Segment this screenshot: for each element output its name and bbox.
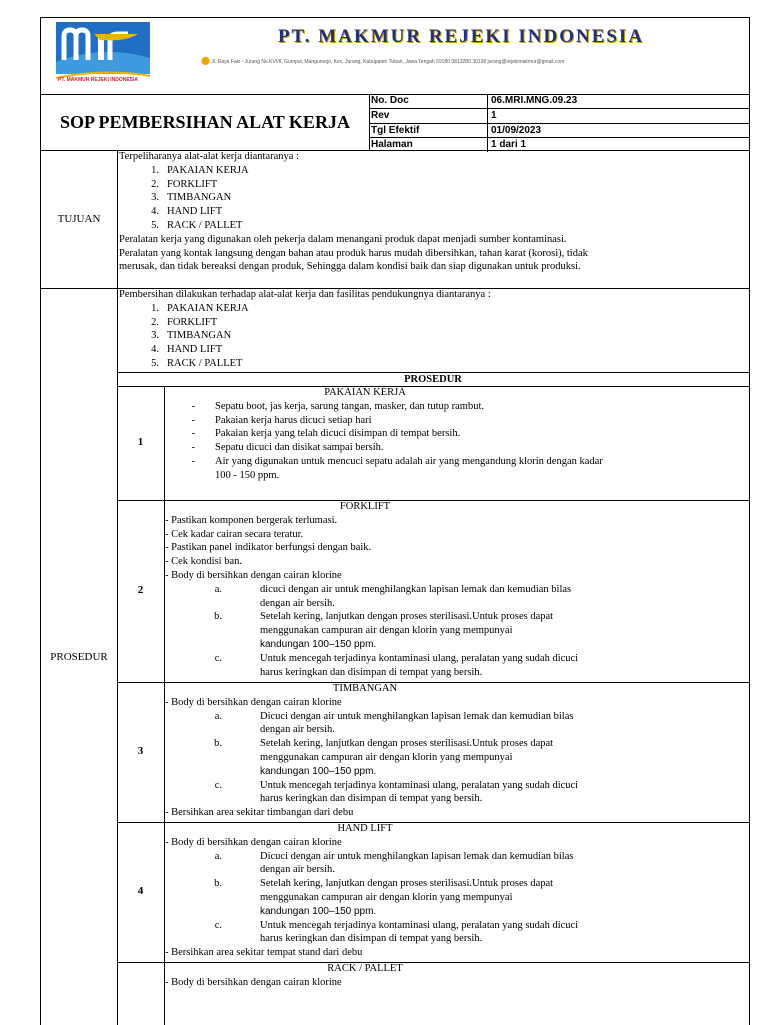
list-item: 4. HAND LIFT: [151, 344, 223, 356]
step-number: 4: [117, 822, 165, 962]
step-line: - Body di bersihkan dengan cairan klorine: [165, 836, 342, 848]
meta-key: Rev: [369, 109, 488, 123]
meta-value: 01/09/2023: [491, 124, 542, 136]
meta-key: Halaman: [369, 138, 488, 152]
procedure-step: [117, 682, 749, 823]
procedure-step: [117, 962, 749, 1025]
address-text: Jl. Raya Faki - Jurang No.KVI/II, Gumpul, Mangunrejo, Kec. Jurang, Kabupaten Tuban, Jawa Tengah 59180 0813280 30138 jurang@rejekimakmur@gmail.com: [211, 59, 565, 65]
step-title: HAND LIFT: [337, 823, 393, 834]
tujuan-list: [117, 164, 749, 233]
sub-item: c. Untuk mencegah terjadinya kontaminasi ulang, peralatan yang sudah dicuci harus keringkan dan disimpan di tempat yang bersih.: [214, 779, 579, 805]
step-line: - Bersihkan area sekitar timbangan dari debu: [165, 807, 354, 819]
step-title: TIMBANGAN: [332, 683, 398, 694]
sub-item: c. Untuk mencegah terjadinya kontaminasi ulang, peralatan yang sudah dicuci harus keringkan dan disimpan di tempat yang bersih.: [214, 919, 579, 945]
sop-document: [40, 17, 750, 1025]
step-line: - Body di bersihkan dengan cairan klorine: [165, 569, 342, 581]
tujuan-intro: Terpeliharanya alat-alat kerja diantaranya :: [119, 151, 299, 162]
step-number: [117, 962, 165, 1025]
tujuan-label: TUJUAN: [41, 150, 118, 289]
procedure-step: [117, 500, 749, 683]
step-title: FORKLIFT: [339, 501, 391, 512]
step-line: - Cek kadar cairan secara teratur.: [165, 528, 304, 540]
list-item: 3. TIMBANGAN: [151, 330, 232, 342]
sub-item: c. Untuk mencegah terjadinya kontaminasi ulang, peralatan yang sudah dicuci harus keringkan dan disimpan di tempat yang bersih.: [214, 652, 579, 678]
sub-item: a. Dicuci dengan air untuk menghilangkan lapisan lemak dan kemudian bilas dengan air bersih.: [214, 710, 574, 736]
location-pin-icon: ⬤: [201, 56, 210, 65]
meta-value: 06.MRI.MNG.09.23: [491, 95, 578, 106]
list-item: 5. RACK / PALLET: [151, 219, 243, 231]
list-item: 2. FORKLIFT: [151, 178, 218, 190]
list-item: 1. PAKAIAN KERJA: [151, 164, 249, 176]
company-logo: [56, 22, 150, 84]
list-item: 3. TIMBANGAN: [151, 192, 232, 204]
meta-key: Tgl Efektif: [369, 124, 488, 138]
logo-caption: PT. MAKMUR REJEKI INDONESIA: [58, 77, 139, 83]
step-title: PAKAIAN KERJA: [324, 387, 406, 398]
sub-item: a. Dicuci dengan air untuk menghilangkan lapisan lemak dan kemudian bilas dengan air bersih.: [214, 850, 574, 876]
sub-item: b. Setelah kering, lanjutkan dengan proses sterilisasi.Untuk proses dapat menggunakan campuran air dengan klorin yang mempunyai kandungan 100–150 ppm.: [214, 878, 554, 917]
meta-row: [369, 109, 749, 124]
step-line: - Pastikan panel indikator berfungsi dengan baik.: [165, 542, 372, 554]
meta-row: [369, 94, 749, 109]
sub-item: a. dicuci dengan air untuk menghilangkan lapisan lemak dan kemudian bilas dengan air bersih.: [214, 583, 572, 609]
list-item: 2. FORKLIFT: [151, 316, 218, 328]
step-title: RACK / PALLET: [327, 963, 403, 974]
document-meta-table: [369, 94, 749, 152]
prosedur-intro: Pembersihan dilakukan terhadap alat-alat kerja dan fasilitas pendukungnya diantaranya :: [119, 289, 491, 300]
tujuan-paragraph: Peralatan kerja yang digunakan oleh pekerja dalam menangani produk dapat menjadi sumber kontaminasi. Peralatan yang kontak langsung dengan bahan atau produk harus mudah dibersihkan, tahan karat (korosi), tidak merusak, dan tidak bereaksi dengan produk, Sehingga dalam kondisi baik dan siap digunakan untuk produksi.: [119, 233, 588, 273]
dash-item: - Sepatu dicuci dan disikat sampai bersih.: [191, 442, 384, 454]
meta-value: 1 dari 1: [491, 139, 527, 151]
prosedur-heading: PROSEDUR: [117, 372, 749, 387]
step-line: - Body di bersihkan dengan cairan klorine: [165, 696, 342, 708]
sub-item: b. Setelah kering, lanjutkan dengan proses sterilisasi.Untuk proses dapat menggunakan campuran air dengan klorin yang mempunyai kandungan 100–150 ppm.: [214, 611, 554, 650]
letterhead: [41, 18, 749, 95]
step-number: 3: [117, 682, 165, 822]
procedure-step: [117, 386, 749, 501]
sub-item: b. Setelah kering, lanjutkan dengan proses sterilisasi.Untuk proses dapat menggunakan campuran air dengan klorin yang mempunyai kandungan 100–150 ppm.: [214, 738, 554, 777]
step-line: - Cek kondisi ban.: [165, 556, 242, 568]
step-number: 2: [117, 500, 165, 682]
meta-key: No. Doc: [369, 94, 488, 108]
meta-value: 1: [491, 109, 497, 121]
dash-item: - Pakaian kerja harus dicuci setiap hari: [191, 414, 372, 426]
prosedur-section: [117, 288, 749, 1025]
meta-row: [369, 124, 749, 139]
step-line: - Body di bersihkan dengan cairan klorine: [165, 976, 342, 988]
prosedur-label: PROSEDUR: [41, 288, 118, 1025]
company-name: PT. MAKMUR REJEKI INDONESIA: [277, 26, 645, 47]
list-item: 4. HAND LIFT: [151, 206, 223, 218]
company-address: [201, 56, 741, 65]
prosedur-list: [117, 302, 749, 371]
dash-item: - Sepatu boot, jas kerja, sarung tangan, masker, dan tutup rambut.: [191, 400, 485, 412]
title-block: [41, 94, 749, 151]
list-item: 1. PAKAIAN KERJA: [151, 302, 249, 314]
procedure-step: [117, 822, 749, 963]
document-title: SOP PEMBERSIHAN ALAT KERJA: [41, 94, 370, 150]
dash-item: - Air yang digunakan untuk mencuci sepatu adalah air yang mengandung klorin dengan kadar 100 - 150 ppm.: [191, 455, 603, 481]
dash-item: - Pakaian kerja yang telah dicuci disimpan di tempat bersih.: [191, 428, 461, 440]
step-number: 1: [117, 386, 165, 500]
step-line: - Pastikan komponen bergerak terlumasi.: [165, 514, 338, 526]
step-line: - Bersihkan area sekitar tempat stand dari debu: [165, 947, 363, 959]
tujuan-section: [117, 150, 749, 289]
list-item: 5. RACK / PALLET: [151, 357, 243, 369]
